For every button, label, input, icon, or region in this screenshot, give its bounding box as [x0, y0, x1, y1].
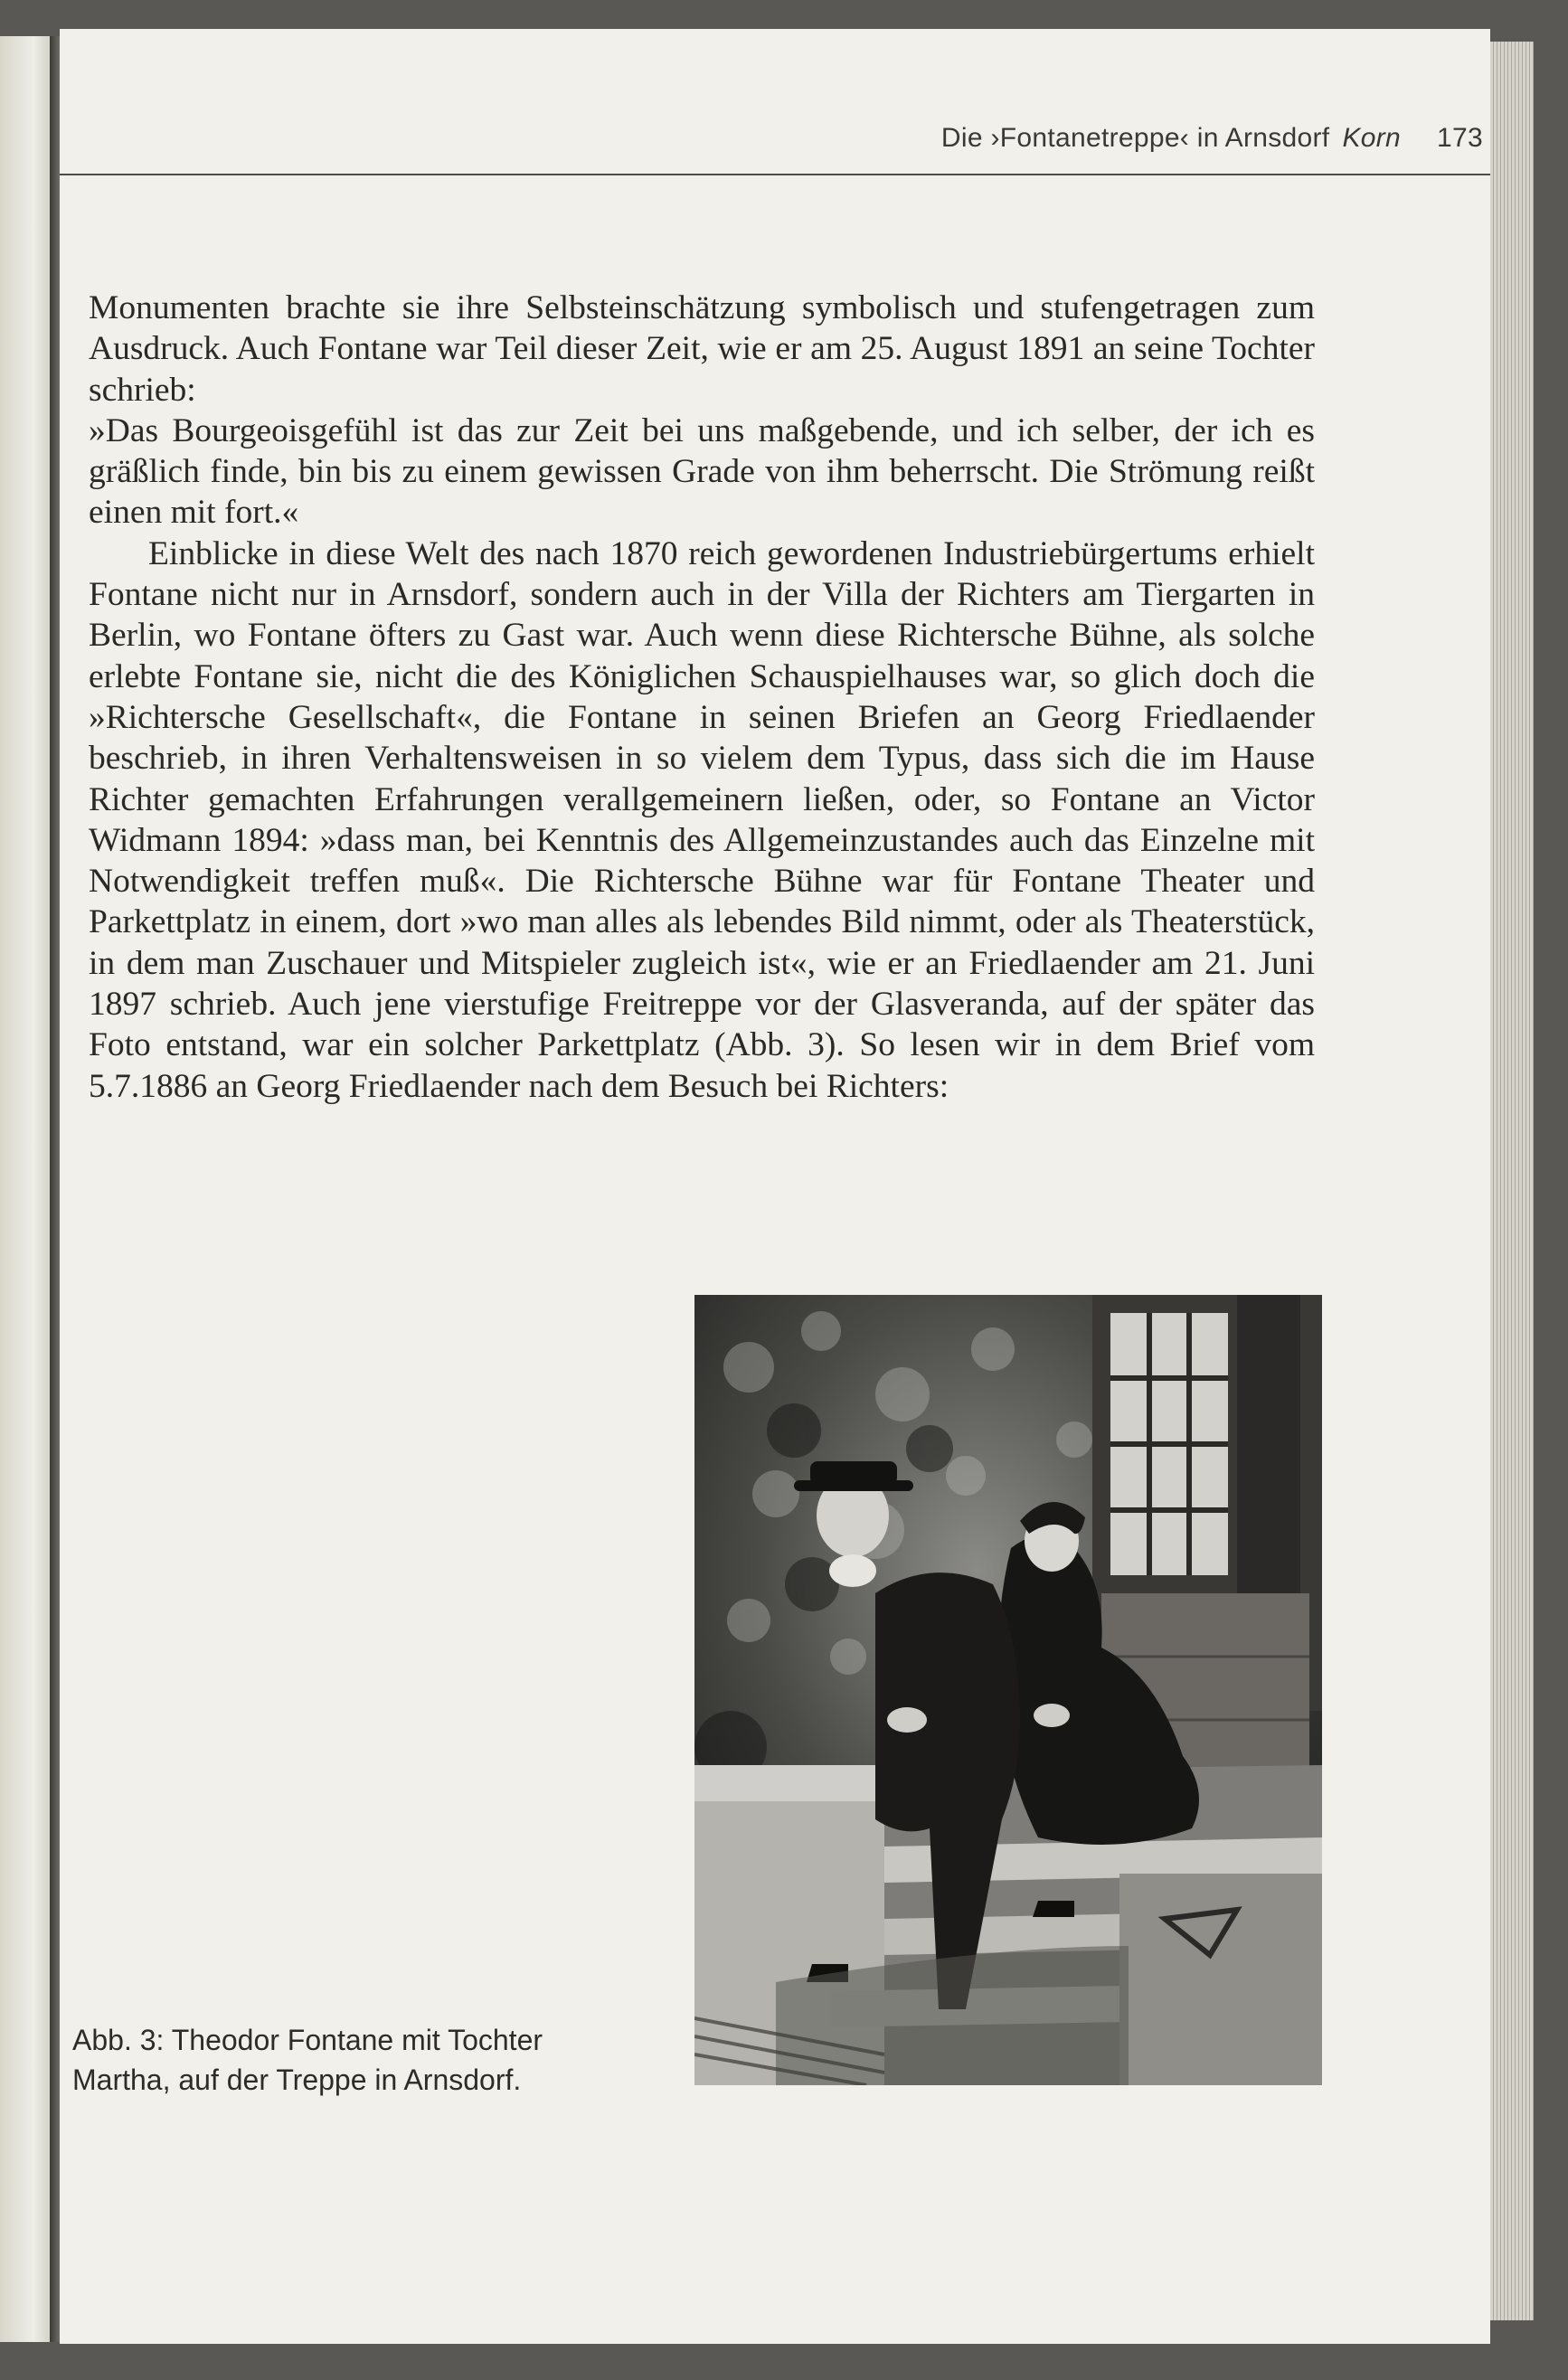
running-head-author: Korn: [1342, 123, 1402, 153]
figure-caption: [72, 2020, 633, 2100]
page-stack-edge: [1490, 42, 1534, 2320]
photo-fontane-martha: [694, 1295, 1322, 2085]
quote-paragraph: »Das Bourgeoisgefühl ist das zur Zeit bei uns maßgebende, und ich selber, der ich es gräßlich finde, bin bis zu einem gewissen Grade von ihm beherrscht. Die Strömung reißt einen mit fort.«: [89, 411, 1315, 532]
left-page-edge: [0, 36, 56, 2342]
paragraph-3: Einblicke in diese Welt des nach 1870 reich gewordenen Industriebürgertums erhielt Fontane nicht nur in Arnsdorf, sondern auch in der Villa der Richters am Tiergarten in Berlin, wo Fontane öfters zu Gast war. Auch wenn diese Richtersche Bühne, als solche erlebte Fontane sie, nicht die des Königlichen Schauspielhauses war, so glich doch die »Richtersche Gesellschaft«, die Fontane in seinen Briefen an Georg Friedlaender beschrieb, in ihren Verhaltensweisen in so vielem dem Typus, dass sich die im Hause Richter gemachten Erfahrungen verallgemeinern ließen, oder, so Fontane an Victor Widmann 1894: »dass man, bei Kenntnis des Allgemeinzustandes auch das Einzelne mit Notwendigkeit treffen muß«. Die Richtersche Bühne war für Fontane Theater und Parkettplatz in einem, dort »wo man alles als lebendes Bild nimmt, oder als Theaterstück, in dem man Zuschauer und Mitspieler zugleich ist«, wie er an Friedlaender am 21. Juni 1897 schrieb. Auch jene vierstufige Freitreppe vor der Glasveranda, auf der später das Foto entstand, war ein solcher Parkettplatz (Abb. 3). So lesen wir in dem Brief vom 5.7.1886 an Georg Friedlaender nach dem Besuch bei Richters:: [89, 534, 1315, 1105]
caption-line-1: Abb. 3: Theodor Fontane mit Tochter: [72, 2024, 543, 2056]
header-rule: [60, 174, 1490, 175]
caption-line-2: Martha, auf der Treppe in Arnsdorf.: [72, 2064, 522, 2096]
running-head-title: Die ›Fontanetreppe‹ in Arnsdorf: [940, 123, 1330, 153]
paragraph-1: Monumenten brachte sie ihre Selbsteinschätzung symbolisch und stufengetragen zum Ausdruck. Auch Fontane war Teil dieser Zeit, wie er am 25. August 1891 an seine Tochter schrieb:: [89, 289, 1315, 409]
body-text: [89, 288, 1315, 1107]
running-head: [60, 123, 1483, 154]
page-number: 173: [1437, 123, 1483, 153]
